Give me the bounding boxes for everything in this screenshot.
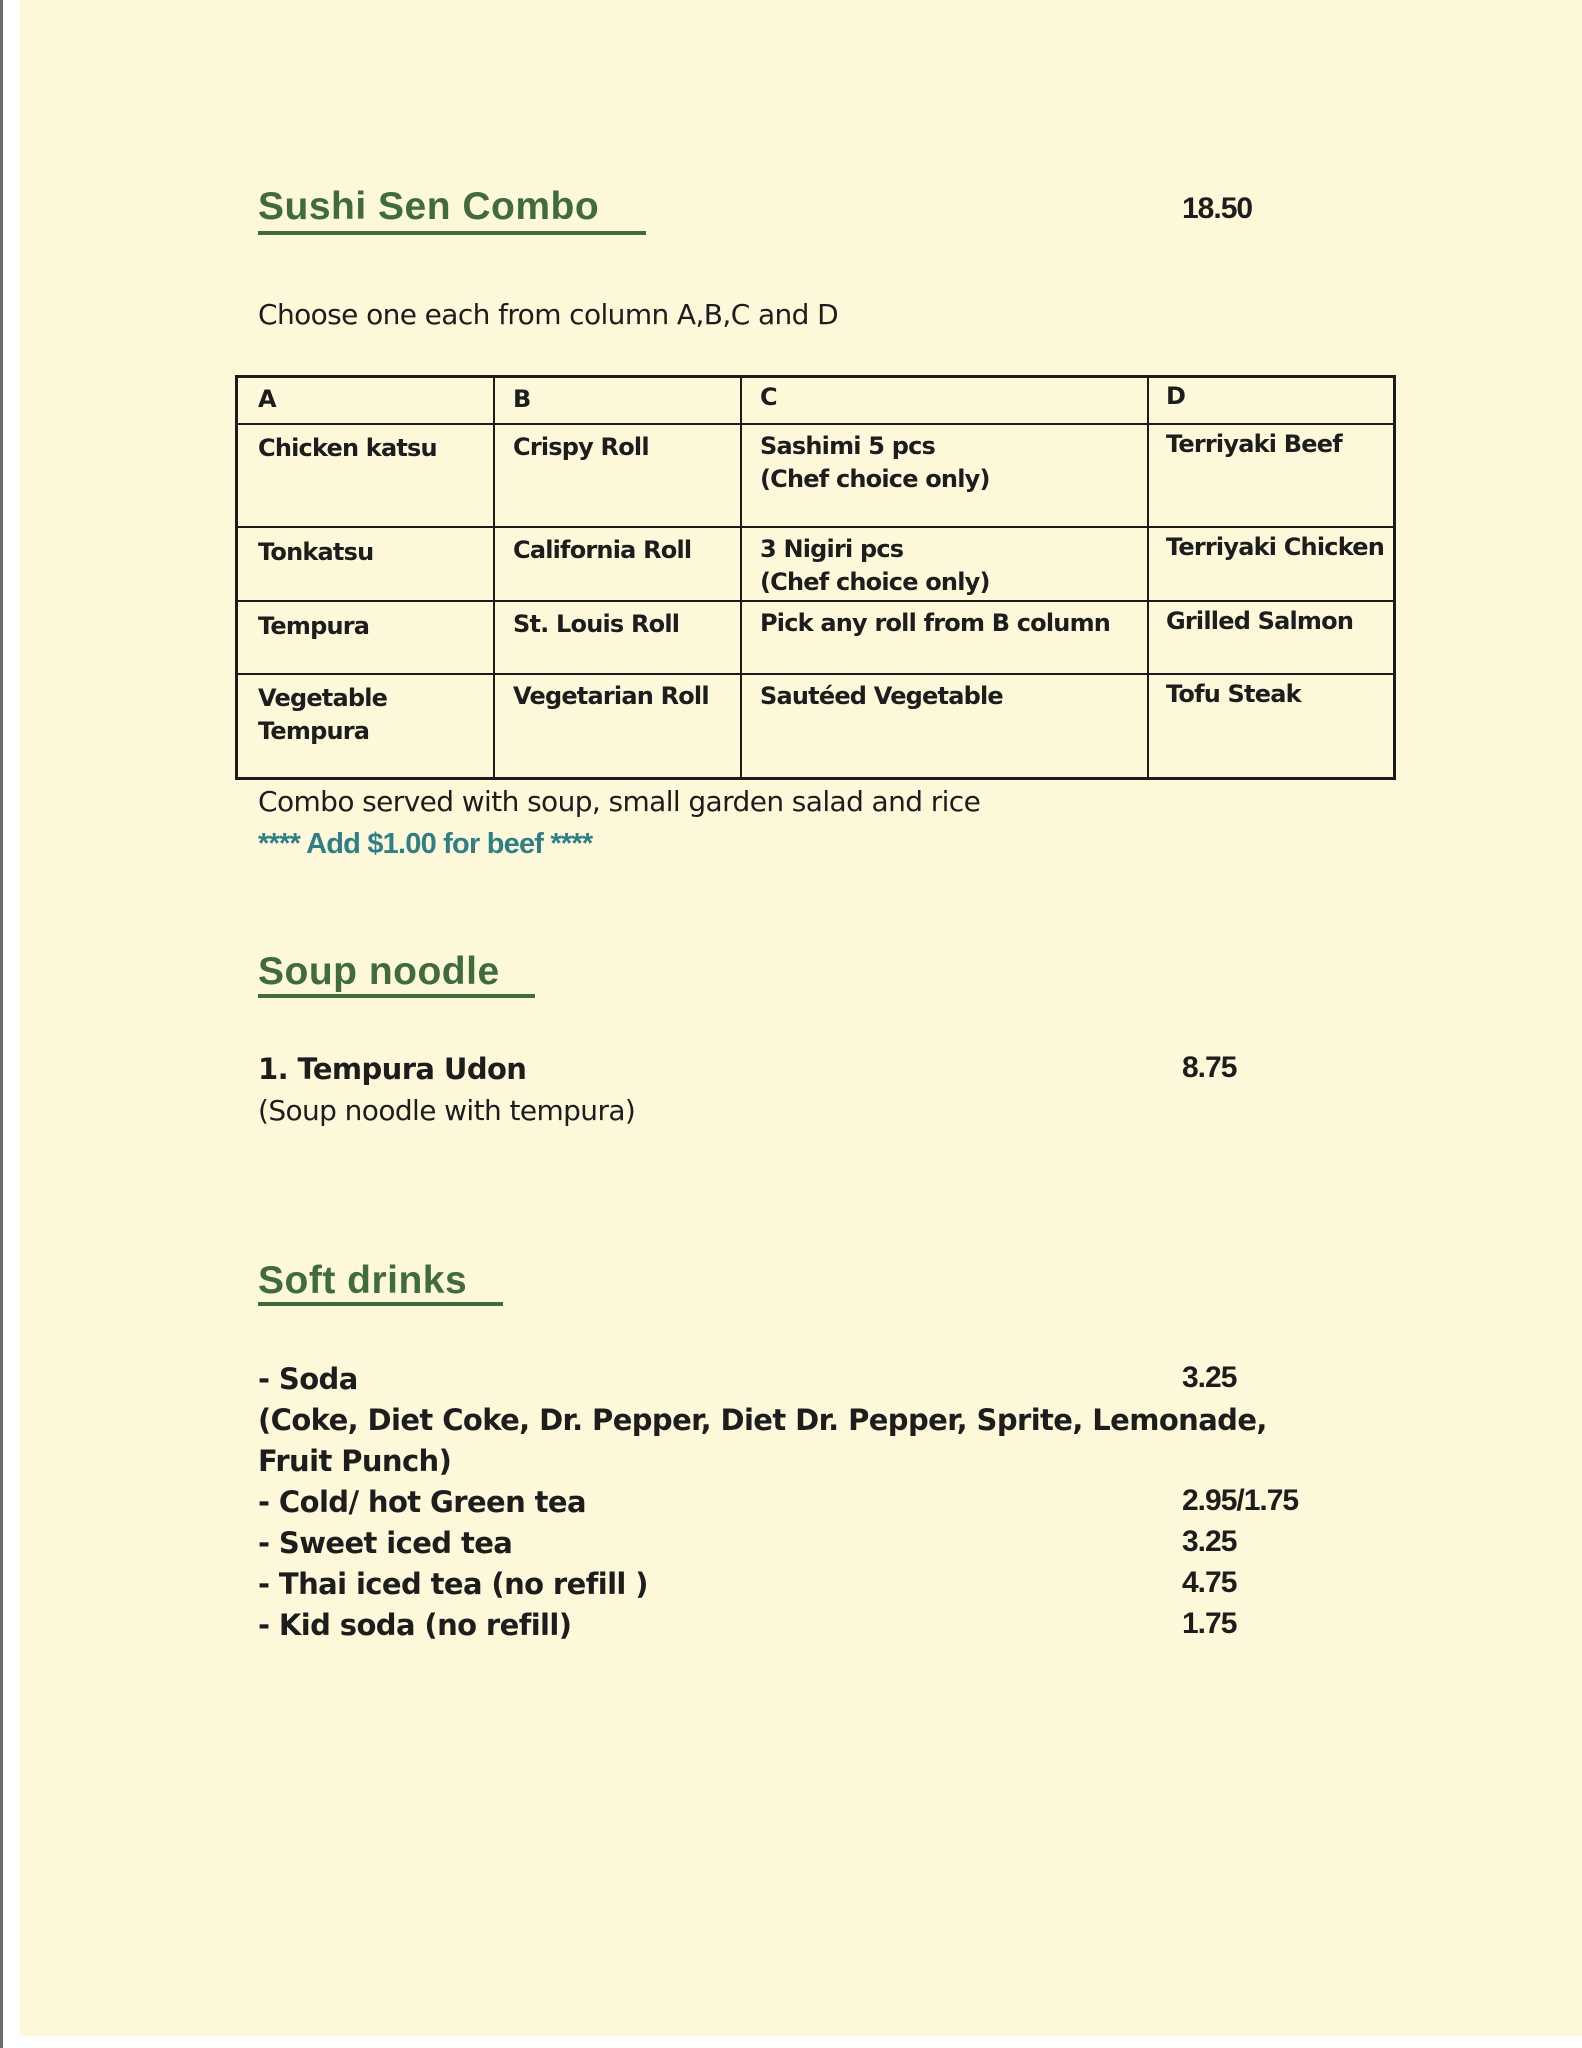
column-header-d: D bbox=[1166, 382, 1186, 410]
cell-line: (Chef choice only) bbox=[760, 465, 990, 493]
row-divider bbox=[238, 526, 1393, 528]
column-divider bbox=[740, 378, 742, 777]
table-cell bbox=[258, 682, 387, 748]
drink-item: - Soda bbox=[258, 1362, 358, 1396]
drink-item: - Kid soda (no refill) bbox=[258, 1608, 572, 1642]
menu-item-name: 1. Tempura Udon bbox=[258, 1052, 527, 1086]
table-cell: Grilled Salmon bbox=[1166, 607, 1354, 635]
row-divider bbox=[238, 423, 1393, 425]
column-divider bbox=[1147, 378, 1149, 777]
soft-drinks-heading: Soft drinks bbox=[258, 1259, 468, 1302]
table-cell: Vegetarian Roll bbox=[513, 682, 709, 710]
table-cell: Tempura bbox=[258, 612, 370, 640]
table-cell: Chicken katsu bbox=[258, 434, 437, 462]
drink-item-details: Fruit Punch) bbox=[258, 1444, 452, 1478]
cell-line: Tempura bbox=[258, 717, 370, 745]
menu-item-price: 8.75 bbox=[1182, 1051, 1237, 1084]
table-cell: Tofu Steak bbox=[1166, 680, 1301, 708]
table-cell: Tonkatsu bbox=[258, 538, 374, 566]
table-cell bbox=[760, 533, 990, 599]
scan-edge bbox=[0, 0, 3, 2048]
menu-item-description: (Soup noodle with tempura) bbox=[258, 1094, 636, 1127]
table-cell bbox=[760, 430, 990, 496]
drink-price: 2.95/1.75 bbox=[1182, 1484, 1299, 1517]
drink-price: 4.75 bbox=[1182, 1566, 1237, 1599]
drink-item: - Thai iced tea (no refill ) bbox=[258, 1567, 648, 1601]
column-header-a: A bbox=[258, 385, 276, 413]
combo-heading-underline bbox=[258, 231, 646, 235]
soft-drinks-heading-underline bbox=[258, 1302, 503, 1306]
table-cell: Pick any roll from B column bbox=[760, 609, 1111, 637]
beef-surcharge-note: **** Add $1.00 for beef **** bbox=[258, 828, 593, 860]
combo-served-with: Combo served with soup, small garden salad and rice bbox=[258, 785, 981, 818]
column-divider bbox=[493, 378, 495, 777]
table-cell: California Roll bbox=[513, 536, 692, 564]
menu-page bbox=[20, 0, 1582, 2036]
row-divider bbox=[238, 673, 1393, 675]
drink-item: - Sweet iced tea bbox=[258, 1526, 513, 1560]
combo-instruction: Choose one each from column A,B,C and D bbox=[258, 298, 839, 331]
drink-item-details: (Coke, Diet Coke, Dr. Pepper, Diet Dr. Pepper, Sprite, Lemonade, bbox=[258, 1403, 1267, 1437]
drink-price: 3.25 bbox=[1182, 1525, 1237, 1558]
column-header-b: B bbox=[513, 385, 531, 413]
row-divider bbox=[238, 600, 1393, 602]
cell-line: 3 Nigiri pcs bbox=[760, 535, 904, 563]
drink-price: 1.75 bbox=[1182, 1607, 1237, 1640]
table-cell: Terriyaki Chicken bbox=[1166, 533, 1384, 561]
cell-line: Vegetable bbox=[258, 684, 388, 712]
drink-item: - Cold/ hot Green tea bbox=[258, 1485, 586, 1519]
combo-price: 18.50 bbox=[1182, 192, 1253, 225]
cell-line: Sashimi 5 pcs bbox=[760, 432, 936, 460]
drink-price: 3.25 bbox=[1182, 1361, 1237, 1394]
table-cell: St. Louis Roll bbox=[513, 610, 680, 638]
combo-heading: Sushi Sen Combo bbox=[258, 185, 600, 228]
cell-line: (Chef choice only) bbox=[760, 568, 990, 596]
table-cell: Crispy Roll bbox=[513, 433, 649, 461]
table-cell: Sautéed Vegetable bbox=[760, 682, 1003, 710]
soup-noodle-heading: Soup noodle bbox=[258, 950, 500, 993]
column-header-c: C bbox=[760, 383, 777, 411]
table-cell: Terriyaki Beef bbox=[1166, 430, 1342, 458]
combo-table bbox=[235, 375, 1396, 780]
soup-noodle-heading-underline bbox=[258, 994, 535, 998]
